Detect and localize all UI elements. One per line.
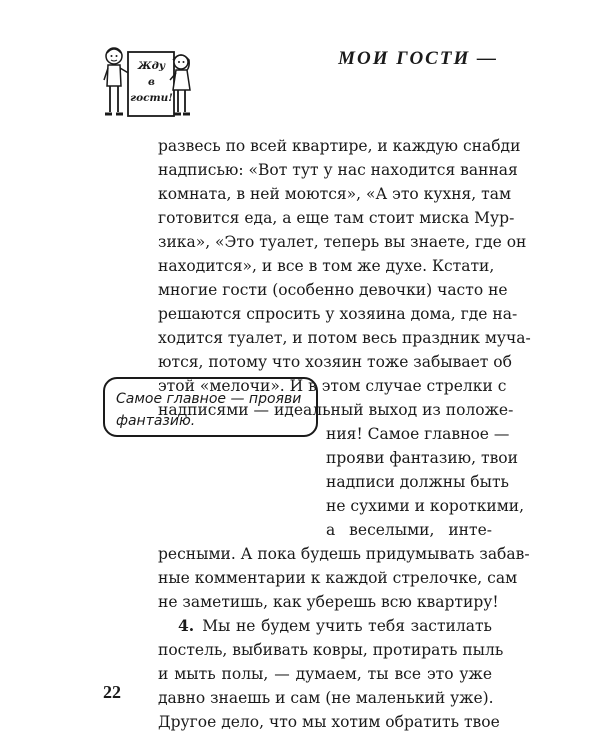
- text-line: прояви фантазию, твои: [326, 449, 518, 467]
- text-line: находится», и все в том же духе. Кстати,: [158, 257, 495, 275]
- text-line: ные комментарии к каждой стрелочке, сам: [158, 569, 518, 587]
- text-line: зика», «Это туалет, теперь вы знаете, где он: [158, 233, 527, 251]
- text-line: постель, выбивать ковры, протирать пыль: [158, 641, 504, 659]
- text-line: готовится еда, а еще там стоит миска Мур-: [158, 209, 515, 227]
- text-line: а веселыми, инте-: [326, 521, 492, 539]
- callout-note: [103, 377, 318, 437]
- text-line: комната, в ней моются», «А это кухня, там: [158, 185, 512, 203]
- text-line: и мыть полы, — думаем, ты все это уже: [158, 665, 492, 683]
- text-line: ходится туалет, и потом весь праздник муча-: [158, 329, 531, 347]
- text-line: надписями — идеальный выход из положе-: [158, 401, 514, 419]
- text-line: давно знаешь и сам (не маленький уже).: [158, 689, 494, 707]
- text-line: Другое дело, что мы хотим обратить твое: [158, 713, 500, 731]
- text-line: надписи должны быть: [326, 473, 509, 491]
- text-line: надписью: «Вот тут у нас находится ванная: [158, 161, 518, 179]
- text-line: многие гости (особенно девочки) часто не: [158, 281, 508, 299]
- text-line: ния! Самое главное —: [326, 425, 510, 443]
- header-title: МОИ ГОСТИ —: [338, 48, 498, 69]
- paragraph-4-first-line: [178, 614, 492, 638]
- text-line: не заметишь, как уберешь всю квартиру!: [158, 593, 499, 611]
- text-line: этой «мелочи». И в этом случае стрелки с: [158, 377, 507, 395]
- text-line: развесь по всей квартире, и каждую снабди: [158, 137, 521, 155]
- callout-text: Самое главное — прояви фантазию.: [116, 391, 302, 429]
- text-line: Мы не будем учить тебя застилать: [202, 617, 492, 635]
- logo-illustration: [102, 44, 192, 124]
- text-line: решаются спросить у хозяина дома, где на-: [158, 305, 518, 323]
- paragraph-number: 4.: [178, 616, 195, 635]
- page-number: 22: [103, 682, 121, 702]
- text-line: ресными. А пока будешь придумывать забав-: [158, 545, 530, 563]
- text-line: не сухими и короткими,: [326, 497, 525, 515]
- text-line: ются, потому что хозяин тоже забывает об: [158, 353, 512, 371]
- logo-sign-text: Жду в гости!: [130, 60, 173, 104]
